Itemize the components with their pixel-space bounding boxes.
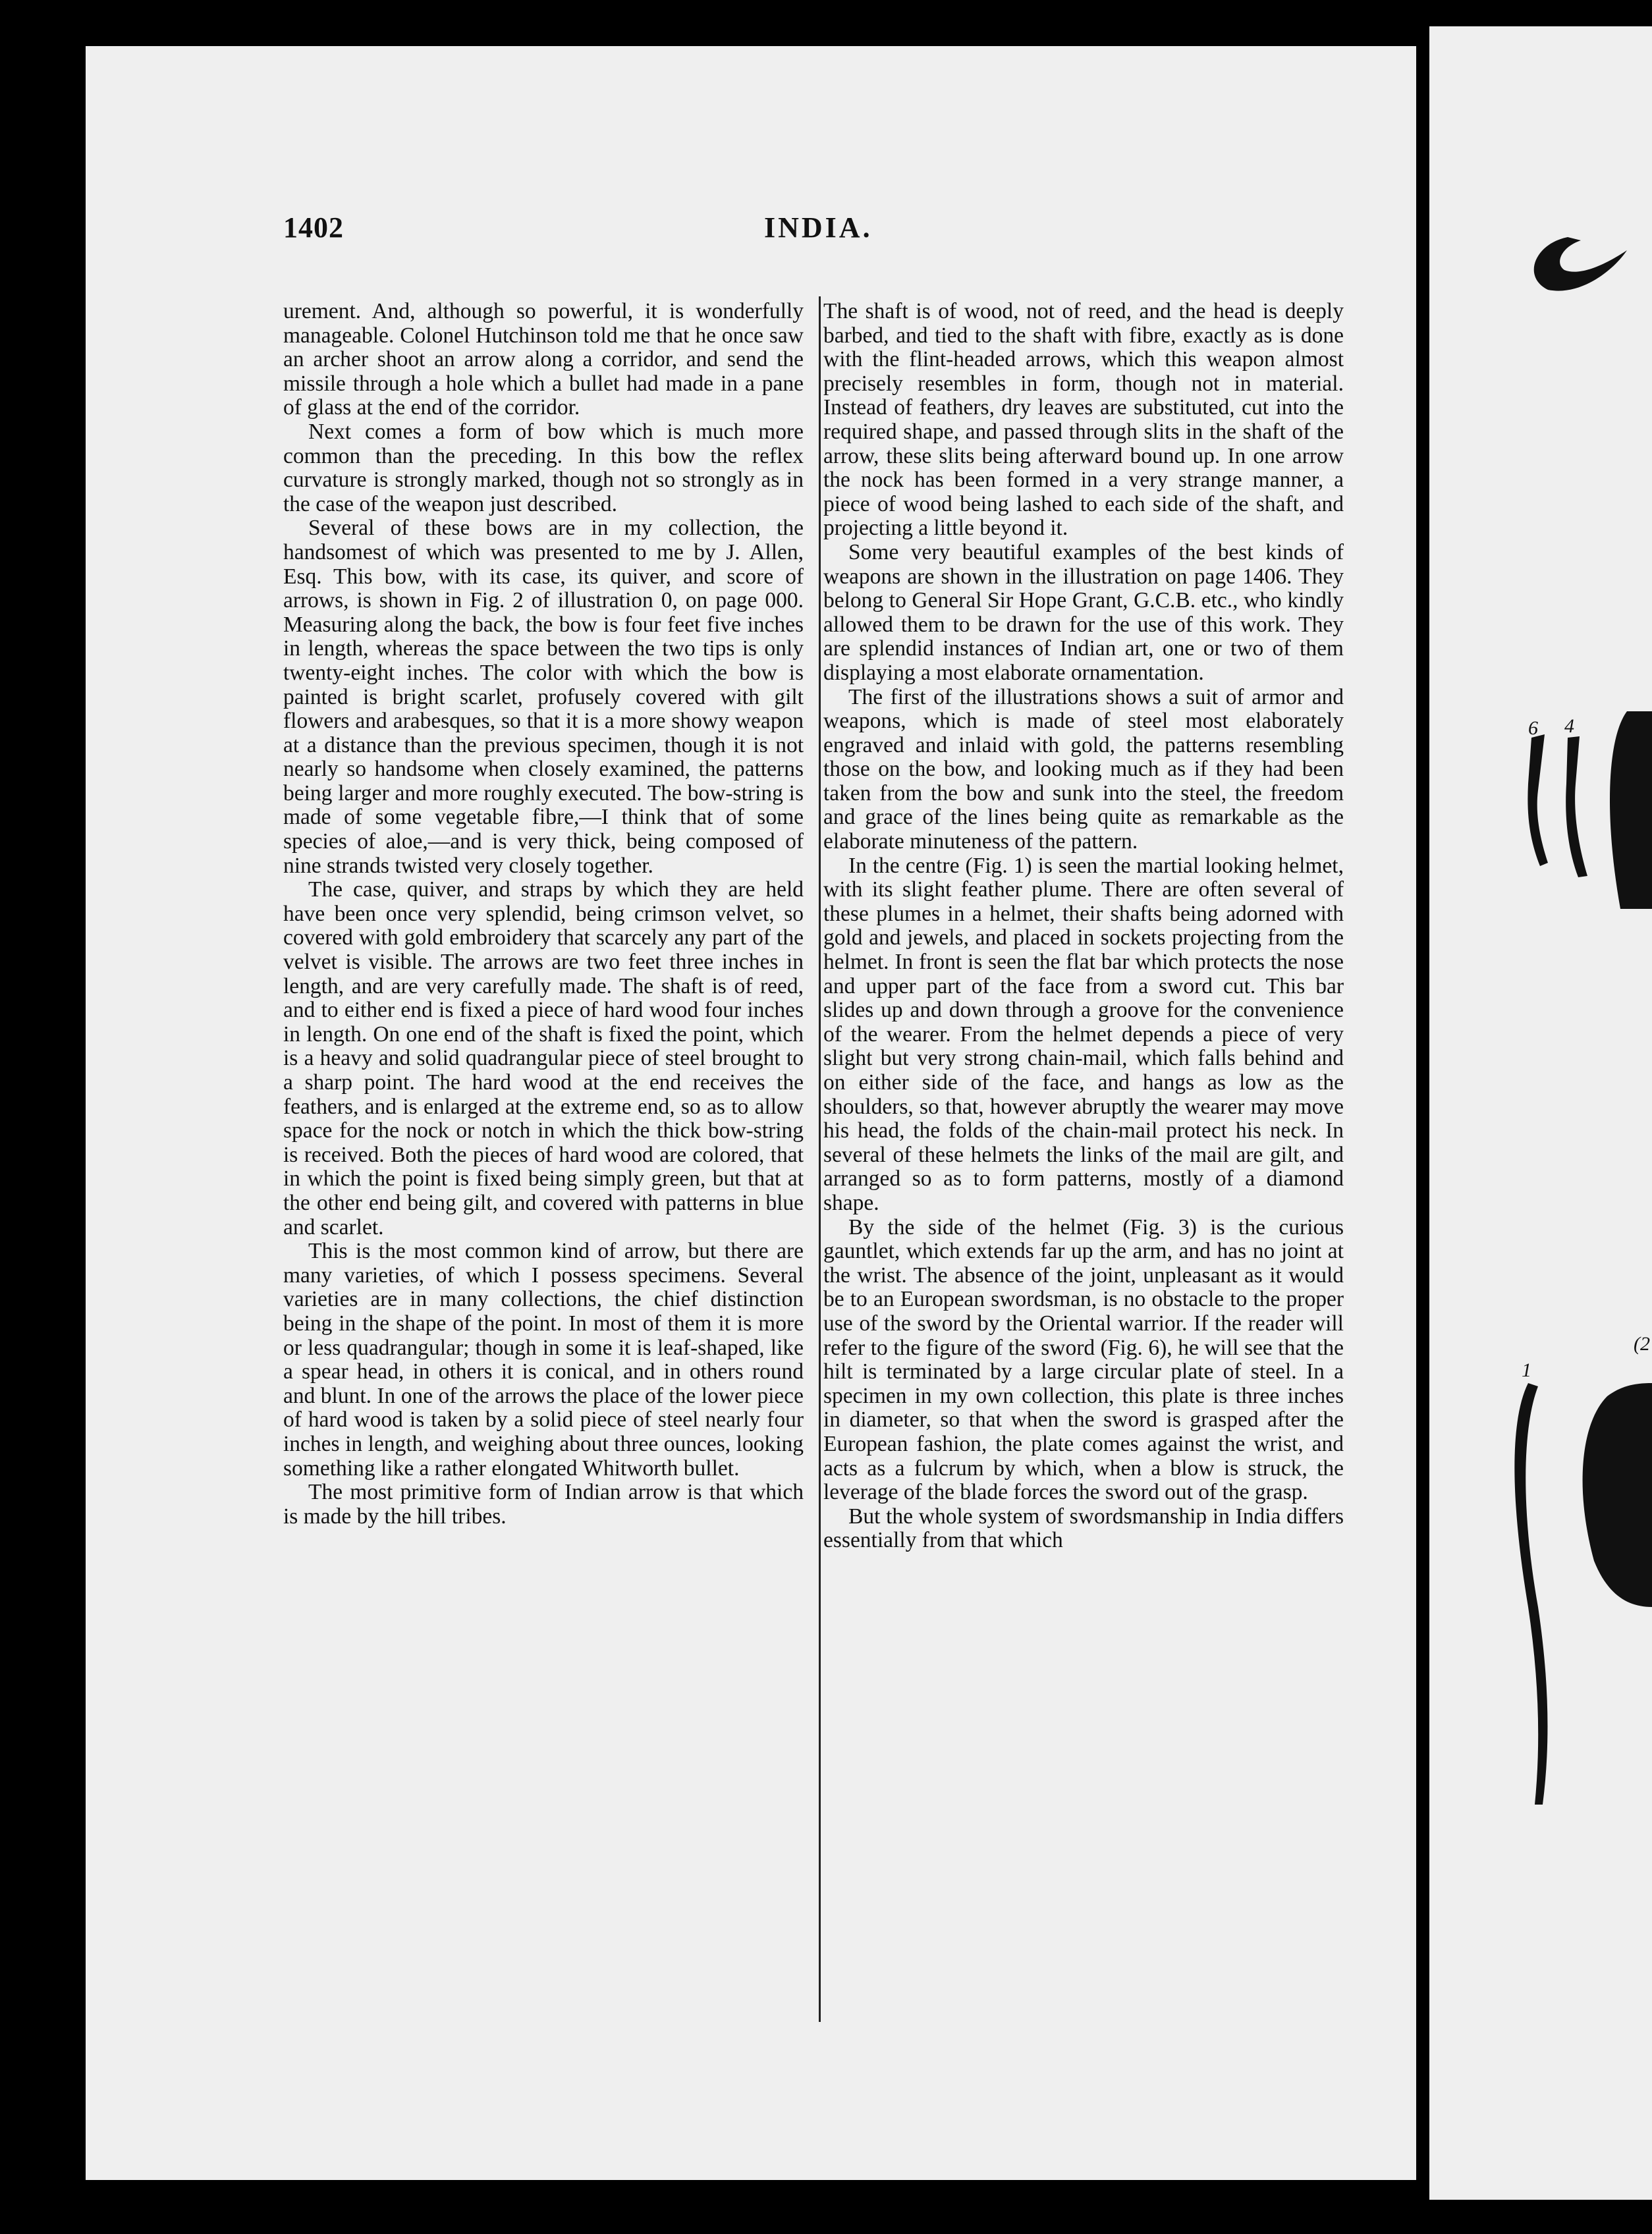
paragraph: The shaft is of wood, not of reed, and the head is deeply barbed, and tied to the shaft with fibre, exactly as is done with the flint-headed arrows, which this weapon almost precisely resembles in form, though not in material. Instead of feathers, dry leaves are substituted, cut into the required shape, and passed through slits in the shaft of the arrow, these slits being afterward bound up. In one arrow the nock has been formed in a very strange manner, a piece of wood being lashed to each side of the shaft, and projecting a little beyond it.	[823, 299, 1344, 541]
paragraph: Some very beautiful examples of the best kinds of weapons are shown in the illustration on page 1406. They belong to General Sir Hope Grant, G.C.B. etc., who kindly allowed them to be drawn for the use of this work. They are splendid instances of Indian art, one or two of them displaying a most elaborate ornamentation.	[823, 539, 1344, 685]
right-column	[823, 300, 1344, 1553]
sword-icon	[1514, 1383, 1547, 1805]
shield-icon	[1610, 711, 1652, 909]
paragraph: But the whole system of swordsmanship in India differs essentially from that which	[823, 1504, 1344, 1553]
column-divider	[819, 296, 821, 2022]
paragraph: By the side of the helmet (Fig. 3) is the curious gauntlet, which extends far up the arm, and has no joint at the wrist. The absence of the joint, unpleasant as it would be to an European swordsman, is no obstacle to the proper use of the sword by the Oriental warrior. If the reader will refer to the figure of the sword (Fig. 6), he will see that the hilt is terminated by a large circular plate of steel. In a specimen in my own collection, this plate is three inches in diameter, so that when the sword is grasped after the European fashion, the plate comes against the wrist, and acts as a fulcrum by which, when a blow is struck, the leverage of the blade forces the sword out of the grasp.	[823, 1214, 1344, 1505]
paragraph: Next comes a form of bow which is much more common than the preceding. In this bow the reflex curvature is strongly marked, though not so strongly as in the case of the weapon just described.	[283, 419, 804, 516]
figure-number: 1	[1522, 1359, 1531, 1381]
facing-page-illustration	[1429, 26, 1652, 2200]
book-page	[86, 46, 1416, 2180]
running-head: INDIA.	[764, 211, 873, 244]
horn-icon	[1534, 237, 1627, 291]
paragraph: The first of the illustrations shows a suit of armor and weapons, which is made of steel most elaborately engraved and inlaid with gold, the patterns resembling those on the bow, and looking much as if they had been taken from the bow and sunk into the steel, the freedom and grace of the lines being quite as remarkable as the elaborate minuteness of the pattern.	[823, 684, 1344, 854]
paragraph: This is the most common kind of arrow, but there are many varieties, of which I possess specimens. Several varieties are in many collections, the chief distinction being in the shape of the point. In most of them it is more or less quadrangular; though in some it is leaf-shaped, like a spear head, in others it is conical, and in others round and blunt. In one of the arrows the place of the lower piece of hard wood is taken by a solid piece of steel nearly four inches in length, and weighing about three ounces, looking something like a rather elongated Whitworth bullet.	[283, 1239, 804, 1481]
figure-number: (2	[1634, 1333, 1650, 1355]
page-number: 1402	[283, 211, 344, 244]
paragraph: The most primitive form of Indian arrow is that which is made by the hill tribes.	[283, 1480, 804, 1529]
dagger-icon	[1528, 734, 1548, 866]
dagger-icon	[1566, 736, 1587, 877]
page-header	[86, 198, 1416, 270]
paragraph: Several of these bows are in my collection, the handsomest of which was presented to me by J. Allen, Esq. This bow, with its case, its quiver, and score of arrows, is shown in Fig. 2 of illustration 0, on page 000. Measuring along the back, the bow is four feet five inches in length, whereas the space between the two tips is only twenty-eight inches. The color with which the bow is painted is bright scarlet, profusely covered with gilt flowers and arabesques, so that it is a more showy weapon at a distance than the previous specimen, though it is not nearly so handsome when closely examined, the patterns being larger and more roughly executed. The bow-string is made of some vegetable fibre,—I think that of some species of aloe,—and is very thick, being composed of nine strands twisted very closely together.	[283, 516, 804, 878]
paragraph: The case, quiver, and straps by which they are held have been once very splendid, being crimson velvet, so covered with gold embroidery that scarcely any part of the velvet is visible. The arrows are two feet three inches in length, and are very carefully made. The shaft is of reed, and to either end is fixed a piece of hard wood four inches in length. On one end of the shaft is fixed the point, which is a heavy and solid quadrangular piece of steel brought to a sharp point. The hard wood at the end receives the feathers, and is enlarged at the extreme end, so as to allow space for the nock or notch in which the thick bow-string is received. Both the pieces of hard wood are colored, that in which the point is fixed being simply green, but that at the other end being gilt, and covered with patterns in blue and scarlet.	[283, 877, 804, 1240]
helmet-icon	[1583, 1383, 1652, 1607]
left-column	[283, 300, 804, 1529]
weapons-illustration	[1429, 26, 1652, 2200]
paragraph: In the centre (Fig. 1) is seen the martial looking helmet, with its slight feather plume. There are often several of these plumes in a helmet, their shafts being adorned with gold and jewels, and placed in sockets projecting from the helmet. In front is seen the flat bar which protects the nose and upper part of the face from a sword cut. This bar slides up and down through a groove for the convenience of the wearer. From the helmet depends a piece of very slight but very strong chain-mail, which falls behind and on either side of the face, and hangs as low as the shoulders, so that, however abruptly the wearer may move his head, the folds of the chain-mail protect his neck. In several of these helmets the links of the mail are gilt, and arranged so as to form patterns, mostly of a diamond shape.	[823, 853, 1344, 1215]
figure-number: 4	[1564, 715, 1574, 737]
figure-number: 6	[1528, 717, 1538, 739]
paragraph: urement. And, although so powerful, it is wonderfully manageable. Colonel Hutchinson told me that he once saw an archer shoot an arrow along a corridor, and send the missile through a hole which a bullet had made in a pane of glass at the end of the corridor.	[283, 299, 804, 420]
